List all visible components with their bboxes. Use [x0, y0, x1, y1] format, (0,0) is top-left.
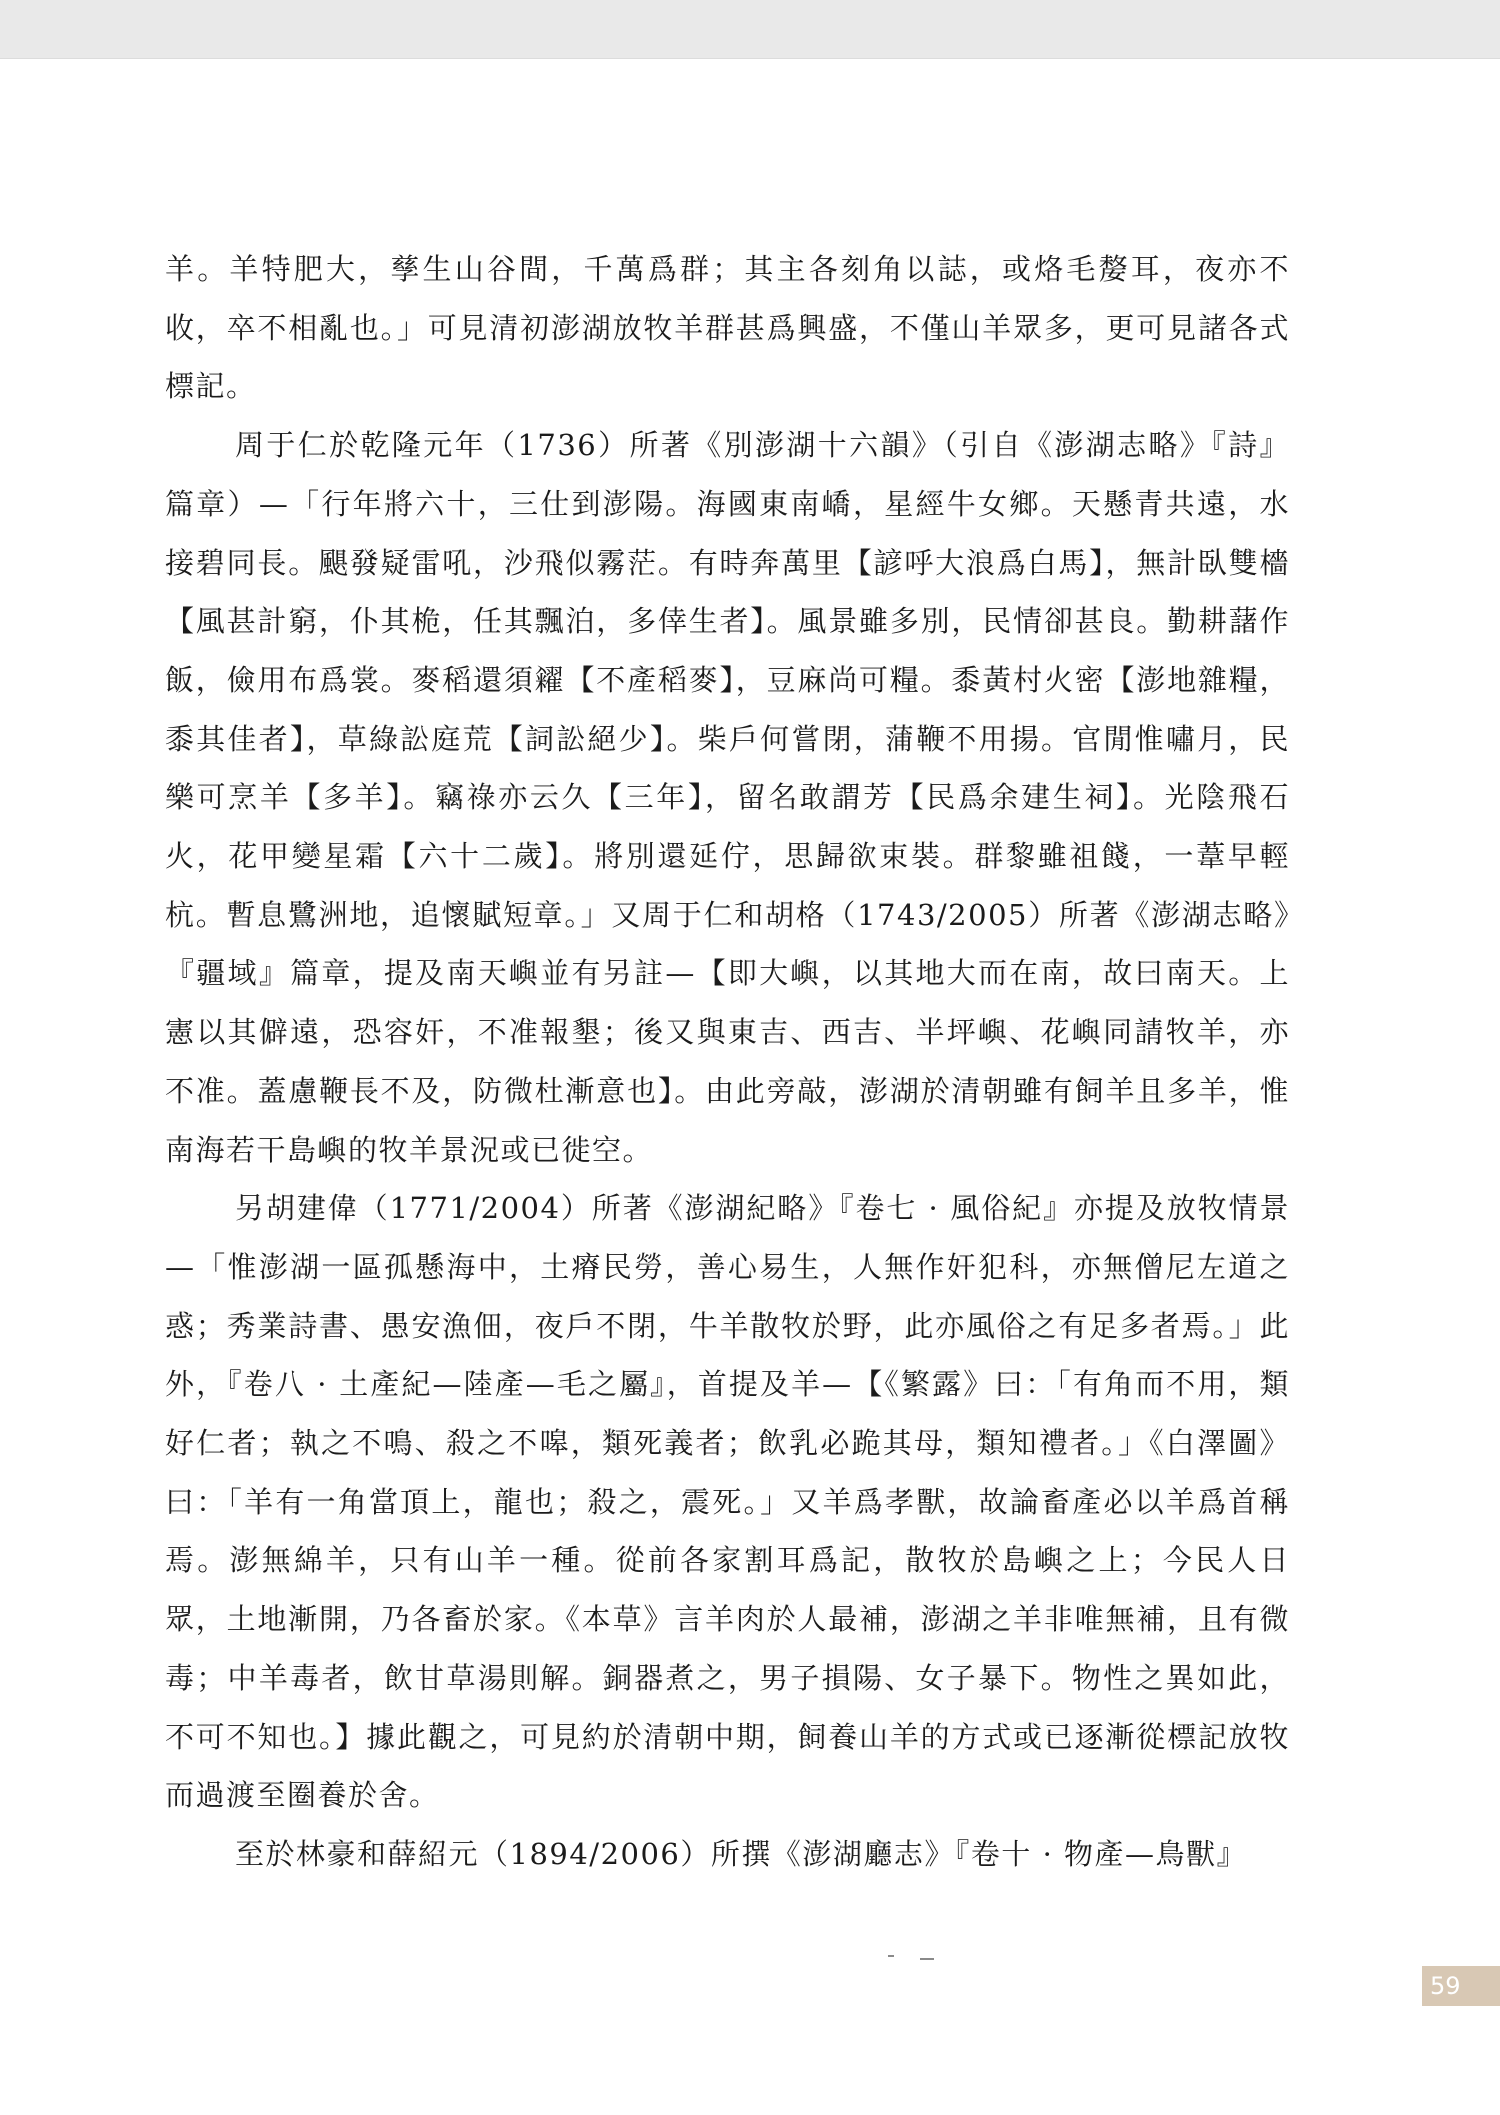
paragraph-4: 至於林豪和薛紹元（1894/2006）所撰《澎湖廳志》『卷十 · 物產—鳥獸』 — [235, 1836, 1248, 1871]
scan-speck — [888, 1955, 894, 1957]
paragraph-1: 羊。羊特肥大，孳生山谷間，千萬爲群；其主各刻角以誌，或烙毛嫠耳，夜亦不收，卒不相亂也。」可見清初澎湖放牧羊群甚爲興盛，不僅山羊眾多，更可見諸各式標記。 — [165, 252, 1290, 404]
paragraph-3: 另胡建偉（1771/2004）所著《澎湖紀略》『卷七 · 風俗紀』亦提及放牧情景—「惟澎湖一區孤懸海中，土瘠民勞，善心易生，人無作奸犯科，亦無僧尼左道之惑；秀業詩書、愚安漁佃，夜戶不閉，牛羊散牧於野，此亦風俗之有足多者焉。」此外，『卷八 · 土產紀—陸產—毛之屬』，首提及羊—【《繁露》曰：「有角而不用，類好仁者；執之不鳴、殺之不嗥，類死義者；飲乳必跪其母，類知禮者。」《白澤圖》曰：「羊有一角當頂上，龍也；殺之，震死。」又羊爲孝獸，故論畜產必以羊爲首稱焉。澎無綿羊，只有山羊一種。從前各家割耳爲記，散牧於島嶼之上；今民人日眾，土地漸開，乃各畜於家。《本草》言羊肉於人最補，澎湖之羊非唯無補，且有微毒；中羊毒者，飲甘草湯則解。銅器煮之，男子損陽、女子暴下。物性之異如此，不可不知也。】據此觀之，可見約於清朝中期，飼養山羊的方式或已逐漸從標記放牧而過渡至圈養於舍。 — [165, 1191, 1291, 1813]
body-text — [165, 240, 1290, 1884]
scan-speck — [920, 1958, 934, 1960]
scan-top-band — [0, 0, 1500, 59]
page-number: 59 — [1422, 1966, 1500, 2006]
paragraph-2: 周于仁於乾隆元年（1736）所著《別澎湖十六韻》（引自《澎湖志略》『詩』篇章）—「行年將六十，三仕到澎陽。海國東南嶠，星經牛女鄉。天懸青共遠，水接碧同長。颶發疑雷吼，沙飛似霧茫。有時奔萬里【諺呼大浪爲白馬】，無計臥雙檣【風甚計窮，仆其桅，任其飄泊，多倖生者】。風景雖多別，民情卻甚良。勤耕藷作飯，儉用布爲裳。麥稻還須糴【不產稻麥】，豆麻尚可糧。黍黃村火密【澎地雜糧，黍其佳者】，草綠訟庭荒【詞訟絕少】。柴戶何嘗閉，蒲鞭不用揚。官閒惟嘯月，民樂可烹羊【多羊】。竊祿亦云久【三年】，留名敢謂芳【民爲余建生祠】。光陰飛石火，花甲變星霜【六十二歲】。將別還延佇，思歸欲束裝。群黎雖祖餞，一葦早輕杭。暫息鷺洲地，追懷賦短章。」又周于仁和胡格（1743/2005）所著《澎湖志略》『疆域』篇章，提及南天嶼並有另註—【即大嶼，以其地大而在南，故曰南天。上憲以其僻遠，恐容奸，不准報墾；後又與東吉、西吉、半坪嶼、花嶼同請牧羊，亦不准。蓋慮鞭長不及，防微杜漸意也】。由此旁敲，澎湖於清朝雖有飼羊且多羊，惟南海若干島嶼的牧羊景況或已徙空。 — [165, 428, 1290, 1167]
